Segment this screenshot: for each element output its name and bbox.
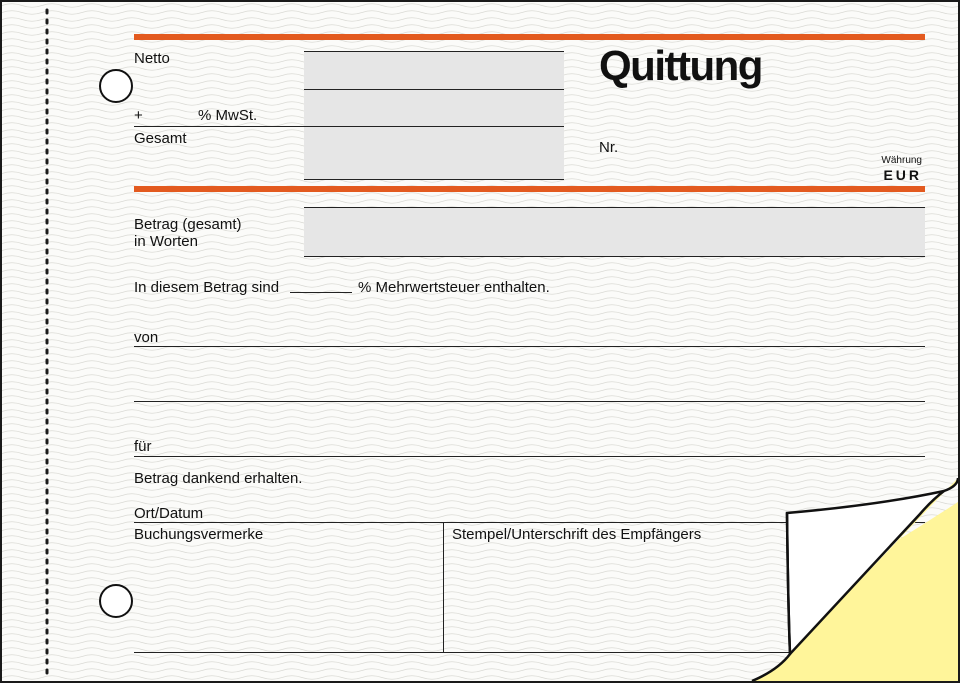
ort-datum-label: Ort/Datum xyxy=(134,505,204,522)
betrag-label-line1: Betrag (gesamt) xyxy=(134,216,242,233)
received-text: Betrag dankend erhalten. xyxy=(134,470,303,487)
currency-value: EUR xyxy=(883,167,922,183)
von-label: von xyxy=(134,329,159,346)
page-curl-yellow-copy xyxy=(2,2,958,681)
mwst-label: % MwSt. xyxy=(198,107,258,124)
waehrung-label: Währung xyxy=(881,155,922,166)
netto-label: Netto xyxy=(134,50,170,67)
nr-label: Nr. xyxy=(599,139,619,156)
buchung-label: Buchungsvermerke xyxy=(134,526,264,543)
page-title: Quittung xyxy=(599,42,762,89)
vat-sentence-suffix: % Mehrwertsteuer enthalten. xyxy=(358,279,550,296)
stempel-label: Stempel/Unterschrift des Empfängers xyxy=(452,526,702,543)
betrag-label-line2: in Worten xyxy=(134,233,198,250)
fuer-label: für xyxy=(134,438,152,455)
gesamt-label: Gesamt xyxy=(134,130,187,147)
vat-sentence-prefix: In diesem Betrag sind xyxy=(134,279,280,296)
plus-label: + xyxy=(134,107,143,124)
